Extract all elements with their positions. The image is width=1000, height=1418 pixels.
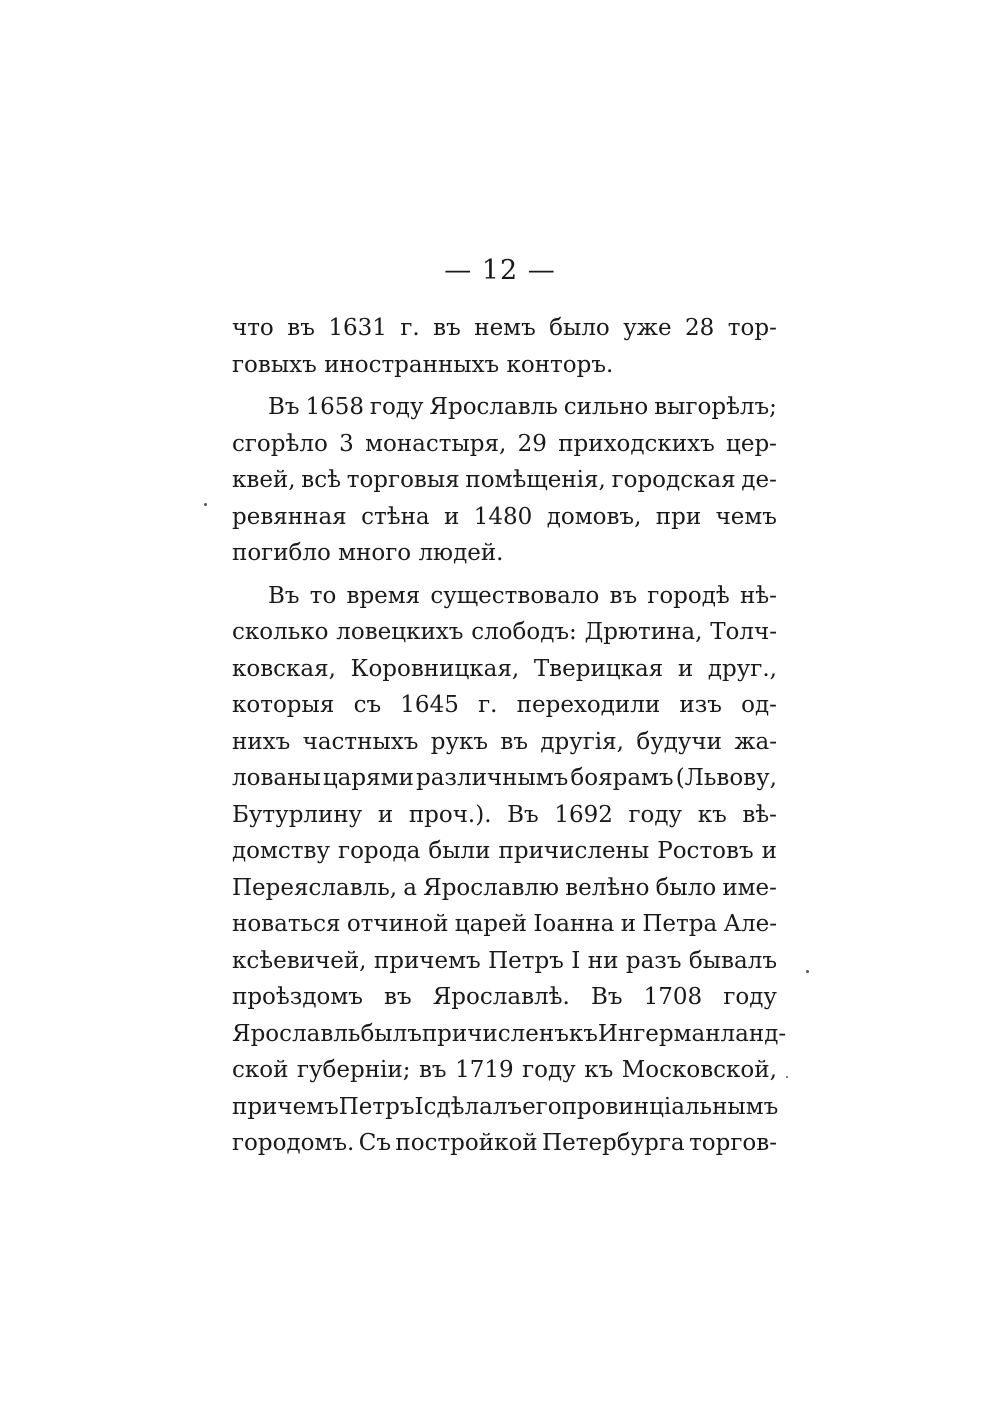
text-line: говыхъ иностранныхъ конторъ. (232, 351, 614, 378)
word: различнымъ (415, 765, 569, 791)
word: Петра (642, 911, 718, 937)
paragraph (232, 389, 777, 572)
word: ни (587, 947, 619, 974)
word: Московской, (621, 1057, 777, 1083)
word: причемъ (373, 947, 481, 974)
word: къ (584, 1057, 614, 1083)
word: ловецкихъ (336, 619, 464, 645)
word: Ярославль (232, 1020, 361, 1047)
word: уже (623, 315, 672, 341)
word: при (655, 503, 702, 530)
word: Въ (590, 984, 623, 1010)
word: и (620, 911, 637, 937)
word: Толч- (710, 619, 777, 645)
word: Переяславль, (232, 874, 398, 901)
word: причисленъ (421, 1020, 569, 1047)
word: рукъ (430, 728, 489, 755)
word: Ярославль (429, 394, 558, 420)
text-line (232, 310, 777, 347)
word: сильно (563, 394, 649, 420)
word: Ростовъ (657, 838, 754, 864)
word: было (549, 315, 610, 341)
paragraph (232, 578, 787, 1162)
text-line (232, 1089, 777, 1126)
text-line: погибло много людей. (232, 540, 504, 566)
word: то (309, 582, 337, 609)
word: въ (384, 984, 412, 1010)
text-line (232, 724, 777, 761)
word: торговыя (346, 467, 460, 493)
word: году (723, 984, 777, 1010)
word: Съ (358, 1130, 391, 1156)
word: стѣна (361, 503, 430, 530)
word: 1708 (643, 984, 703, 1010)
word: г. (478, 692, 498, 718)
word: сдѣлалъ (423, 1093, 523, 1120)
scan-speck (806, 970, 809, 973)
word: его (522, 1093, 562, 1120)
word: новаться (232, 911, 341, 937)
word: ревянная (232, 503, 347, 530)
word: выгорѣлъ; (654, 394, 777, 420)
text-line (232, 1125, 777, 1162)
body-text (232, 310, 787, 1162)
word: монастыря, (365, 430, 507, 457)
word: ковская, (232, 655, 336, 682)
word: г. (400, 315, 420, 341)
word: Ярославлю (423, 874, 560, 901)
word: въ (418, 1057, 447, 1083)
word: 1719 (455, 1057, 514, 1083)
word: города (338, 838, 421, 864)
text-line (232, 906, 777, 943)
word: Въ (507, 801, 539, 828)
word: Петръ (488, 947, 564, 974)
word: домовъ, (546, 503, 642, 530)
word: Петръ (338, 1093, 415, 1120)
word: году (628, 801, 683, 828)
word: Коровницкая, (350, 655, 520, 682)
word: лованы (232, 765, 321, 791)
word: и (677, 655, 694, 682)
word: 1645 (400, 692, 459, 718)
text-line (232, 426, 777, 463)
word: I (571, 947, 581, 974)
word: провинціальнымъ (561, 1093, 779, 1120)
scan-speck (786, 1076, 788, 1078)
text-line (232, 1016, 787, 1053)
word: время (346, 582, 421, 609)
text-line (232, 651, 777, 688)
word: вѣ- (742, 801, 777, 828)
word: царей (454, 911, 527, 937)
word: помѣщенія, (465, 467, 606, 493)
word: бывалъ (688, 947, 777, 974)
word: жа- (734, 728, 777, 755)
text-line (232, 833, 777, 870)
word: 1658 (305, 394, 364, 420)
word: немъ (474, 315, 536, 341)
word: сколько (232, 619, 329, 645)
word: боярамъ (570, 765, 674, 791)
paragraph (232, 310, 777, 383)
word: цер- (726, 430, 777, 457)
word: и (444, 503, 460, 530)
word: причислены (498, 838, 650, 864)
word: чемъ (715, 503, 777, 530)
word: отчиной (346, 911, 449, 937)
word: къ (697, 801, 727, 828)
word: Іоанна (533, 911, 615, 937)
word: торгов- (689, 1130, 777, 1156)
word: переходили (516, 692, 661, 718)
word: I (414, 1093, 424, 1120)
text-line (232, 797, 777, 834)
word: и (761, 838, 777, 864)
word: Тверицкая (533, 655, 664, 682)
word: нихъ (232, 728, 291, 755)
word: сгорѣло (232, 430, 328, 457)
text-line (232, 462, 777, 499)
word: де- (741, 467, 777, 493)
word: 1631 (328, 315, 387, 341)
word: разъ (625, 947, 682, 974)
word: постройкой (395, 1130, 538, 1156)
word: Ингерманланд- (597, 1020, 787, 1047)
word: будучи (636, 728, 722, 755)
word: ксѣевичей, (232, 947, 367, 974)
word: домству (232, 838, 330, 864)
word: проч.). (408, 801, 492, 828)
text-line (232, 760, 777, 797)
word: въ (433, 315, 461, 341)
word: 1480 (473, 503, 533, 530)
word: име- (722, 874, 777, 901)
word: 29 (517, 430, 547, 457)
text-line (232, 614, 777, 651)
word: а (403, 874, 417, 901)
word: былъ (360, 1020, 422, 1047)
text-line (232, 499, 777, 536)
text-line (232, 943, 777, 980)
word: въ (609, 582, 638, 609)
word: городѣ (647, 582, 730, 609)
word: слободъ: (471, 619, 577, 645)
word: причемъ (232, 1093, 339, 1120)
word: (Львову, (675, 765, 777, 791)
word: съ (353, 692, 382, 718)
word: приходскихъ (558, 430, 715, 457)
word: губерніи; (296, 1057, 411, 1083)
word: городомъ. (232, 1130, 355, 1156)
word: другія, (540, 728, 624, 755)
word: которыя (232, 692, 335, 718)
word: году (522, 1057, 576, 1083)
text-line (232, 1052, 777, 1089)
word: было (655, 874, 717, 901)
word: 1692 (554, 801, 613, 828)
text-line (232, 870, 777, 907)
word: тор- (727, 315, 777, 341)
word: нѣ- (739, 582, 777, 609)
word: 3 (339, 430, 354, 457)
word: Въ (268, 582, 300, 609)
text-line (232, 389, 777, 426)
word: велѣно (565, 874, 650, 901)
word: въ (287, 315, 315, 341)
word: Въ (268, 394, 300, 420)
page-number: — 12 — (444, 255, 556, 286)
text-line (232, 979, 777, 1016)
word: проѣздомъ (232, 984, 363, 1010)
text-line (232, 578, 777, 615)
word: друг., (707, 655, 777, 682)
word: квей, (232, 467, 296, 493)
word: всѣ (301, 467, 341, 493)
word: изъ (679, 692, 722, 718)
word: 28 (685, 315, 715, 341)
scan-speck (204, 503, 207, 506)
word: Ярославлѣ. (432, 984, 570, 1010)
word: Петербурга (542, 1130, 685, 1156)
word: что (232, 315, 274, 341)
word: Бутурлину (232, 801, 363, 828)
word: въ (500, 728, 528, 755)
word: существовало (430, 582, 600, 609)
word: Дрютина, (584, 619, 703, 645)
word: Але- (723, 911, 777, 937)
word: были (428, 838, 491, 864)
word: царями (322, 765, 414, 791)
word: од- (741, 692, 777, 718)
word: ской (232, 1057, 289, 1083)
word: частныхъ (302, 728, 419, 755)
word: и (377, 801, 394, 828)
word: году (369, 394, 424, 420)
text-line (232, 687, 777, 724)
word: къ (568, 1020, 598, 1047)
word: городская (611, 467, 736, 493)
